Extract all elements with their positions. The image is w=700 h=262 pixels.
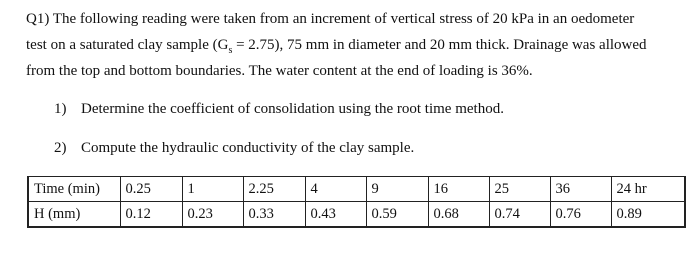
row-header-height: H (mm)	[28, 202, 120, 228]
table-cell: 0.25	[120, 177, 182, 202]
problem-statement	[26, 6, 694, 84]
table-cell: 4	[305, 177, 366, 202]
question-2-text: Compute the hydraulic conductivity of the clay sample.	[81, 140, 415, 156]
table-cell: 0.12	[120, 202, 182, 228]
table-cell: 0.23	[182, 202, 243, 228]
table-cell: 36	[550, 177, 611, 202]
table-cell: 0.33	[243, 202, 305, 228]
table-cell: 16	[428, 177, 489, 202]
readings-table	[27, 176, 686, 228]
table-cell: 0.68	[428, 202, 489, 228]
question-2-number: 2)	[54, 140, 67, 156]
problem-line-2-prefix: test on a saturated clay sample (G	[26, 37, 229, 53]
table-cell: 24 hr	[611, 177, 685, 202]
table-cell: 1	[182, 177, 243, 202]
problem-line-2-suffix: = 2.75), 75 mm in diameter and 20 mm thick. Drainage was allowed	[232, 37, 647, 53]
question-2	[54, 140, 414, 157]
table-cell: 0.43	[305, 202, 366, 228]
problem-line-1: Q1) The following reading were taken from an increment of vertical stress of 20 kPa in an oedometer	[26, 11, 635, 27]
table-cell: 9	[366, 177, 428, 202]
problem-line-3: from the top and bottom boundaries. The water content at the end of loading is 36%.	[26, 63, 533, 79]
gs-subscript: s	[228, 45, 233, 56]
question-1-text: Determine the coefficient of consolidation using the root time method.	[81, 101, 504, 117]
table-cell: 25	[489, 177, 550, 202]
problem-line-2	[26, 32, 694, 58]
table-cell: 0.89	[611, 202, 685, 228]
table-row-height	[28, 202, 685, 228]
question-1	[54, 101, 504, 118]
table-cell: 0.74	[489, 202, 550, 228]
table-cell: 2.25	[243, 177, 305, 202]
row-header-time: Time (min)	[28, 177, 120, 202]
question-1-number: 1)	[54, 101, 67, 117]
table-cell: 0.76	[550, 202, 611, 228]
table-row-time	[28, 177, 685, 202]
table-cell: 0.59	[366, 202, 428, 228]
